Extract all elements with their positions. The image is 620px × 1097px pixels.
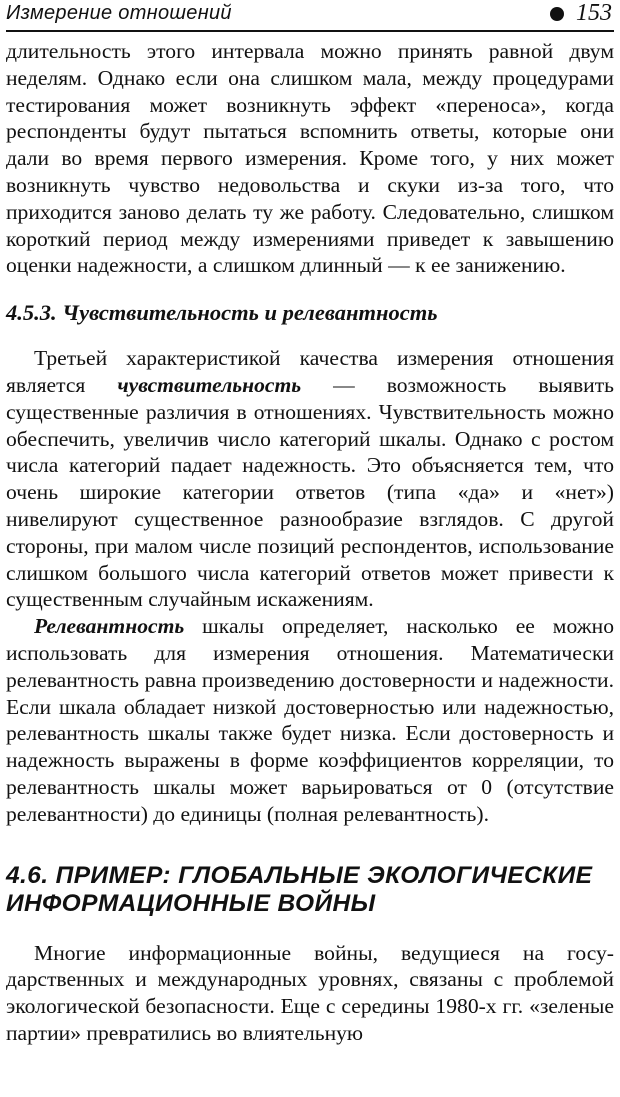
paragraph-relevance: [6, 613, 614, 827]
section-title-line-1: 4.6. ПРИМЕР: ГЛОБАЛЬНЫЕ ЭКОЛОГИЧЕСКИЕ: [6, 861, 593, 889]
page-number: 153: [576, 0, 612, 26]
term-sensitivity: чувствительность: [117, 372, 302, 397]
paragraph-example: Многие информационные войны, ведущиеся на государственных и международных уровнях, связаны с проблемой экологической безопасности. Еще с середины 1980-х гг. «зеленые партии» превратились во влиятельную: [6, 940, 614, 1045]
running-head-right: [550, 0, 612, 27]
section-title: [6, 862, 614, 918]
paragraph-continued: длительность этого интервала можно принять равной двум неделям. Однако если она слишком мала, между процедурами тестирования может возникнуть эффект «переноса», когда респонденты будут пытаться вспомнить ответы, которые они дали во время первого измерения. Кроме того, у них может возникнуть чувство недовольства и скуки из-за того, что приходится заново делать ту же работу. Следовательно, слишком короткий период между измерениями приведет к завышению оценки надежности, а слишком длинный — к ее занижению.: [6, 39, 614, 278]
paragraph-sensitivity-body: — возможность выявить существенные различия в отношениях. Чувствительность можно обеспечить, увеличив число категорий шкалы. Однако с ростом числа категорий падает надежность. Это объясняется тем, что очень широкие категории ответов (типа «да» и «нет») нивелируют существенное разнообразие взглядов. С другой стороны, при малом числе позиций респондентов, использование слишком большого числа категорий ответов может привести к существенным случайным искажениям.: [6, 372, 614, 612]
bullet-icon: [550, 7, 564, 21]
term-relevance: Релевантность: [34, 614, 185, 639]
paragraph-sensitivity-lead: Третьей характеристикой качества измерения отношения является: [6, 346, 614, 397]
running-head-title: Измерение отношений: [6, 2, 232, 24]
paragraph-sensitivity: [6, 345, 614, 613]
paragraph-relevance-body: шкалы определяет, насколько ее можно использовать для измерения отношения. Математически релевантность равна произведению достоверности и надежности. Если шкала обладает низкой достоверностью или надежностью, релевантность шкалы также будет низка. Если достоверность и надежность выражены в форме коэффициентов корреляции, то релевантность шкалы может варьироваться от 0 (отсутствие релевантности) до единицы (полная релевантность).: [6, 614, 614, 826]
section-title-line-2: ИНФОРМАЦИОННЫЕ ВОЙНЫ: [6, 889, 376, 917]
running-head: [6, 0, 614, 32]
subsection-title: 4.5.3. Чувствительность и релевантность: [6, 300, 438, 326]
